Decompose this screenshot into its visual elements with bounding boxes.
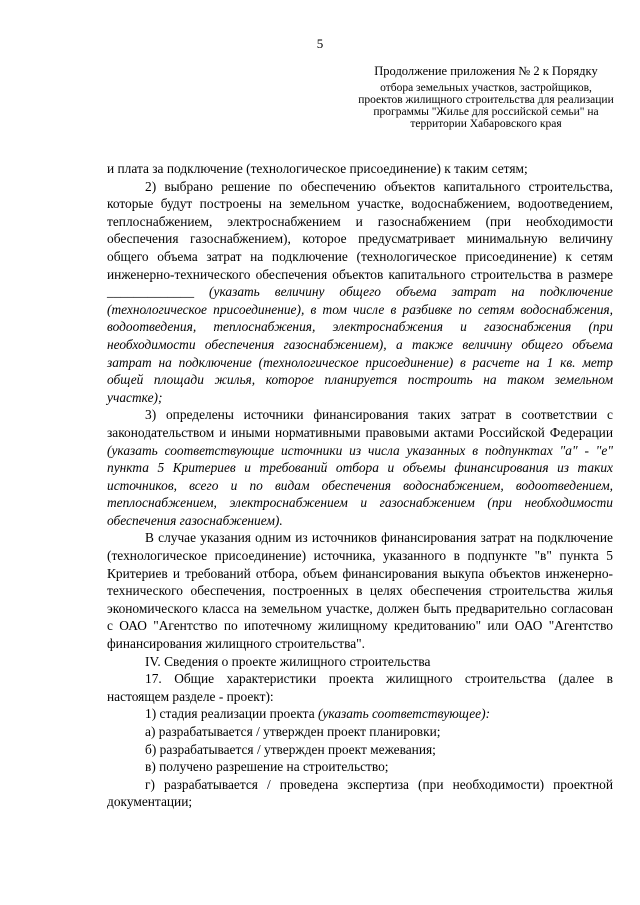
- list-item-b: б) разрабатывается / утвержден проект межевания;: [145, 741, 436, 757]
- paragraph-item-3: 3) определены источники финансирования таких затрат в соответствии с законодательством и иными нормативными правовыми актами Российской Федерации (указать соответствующие источники из числа указанных в подпунктах "а" - "е" пункта 5 Критериев и требований отбора и объемы финансирования из таких источников, всего и по видам обеспечения водоснабжением, водоотведением, теплоснабжением, электроснабжением и газоснабжением (при необходимости обеспечения газоснабжением).: [107, 407, 613, 528]
- list-item-v: в) получено разрешение на строительство;: [145, 759, 389, 775]
- appendix-subtitle: отбора земельных участков, застройщиков, проектов жилищного строительства для реализации программы "Жилье для российской семьи" на территории Хабаровского края: [358, 82, 614, 130]
- paragraph-item-17: 17. Общие характеристики проекта жилищного строительства (далее в настоящем разделе - проект):: [107, 671, 613, 704]
- paragraph-item-2: 2) выбрано решение по обеспечению объектов капитального строительства, которые будут построены на земельном участке, водоснабжением, водоотведением, теплоснабжением, электроснабжением и газоснабжением (при необходимости обеспечения газоснабжением), которое предусматривает минимальную величину общего объема затрат на подключение (технологическое присоединение) к сетям инженерно-технического обеспечения объектов капитального строительства в размере _____________ (указать величину общего объема затрат на подключение (технологическое присоединение), в том числе в разбивке по сетям водоснабжения, водоотведения, теплоснабжения, электроснабжения и газоснабжения (при необходимости обеспечения газоснабжением), а также величину общего объема затрат на подключение (технологическое присоединение) в расчете на 1 кв. метр общей площади жилья, которое планируется построить на таком земельном участке);: [107, 178, 613, 405]
- document-body: [107, 160, 613, 811]
- appendix-title: Продолжение приложения № 2 к Порядку: [374, 64, 598, 78]
- paragraph-continuation: и плата за подключение (технологическое присоединение) к таким сетям;: [107, 161, 528, 176]
- section-heading-iv: IV. Сведения о проекте жилищного строительства: [145, 653, 431, 669]
- list-item-a: а) разрабатывается / утвержден проект планировки;: [145, 724, 441, 739]
- paragraph-financing-note: В случае указания одним из источников финансирования затрат на подключение (технологическое присоединение) источника, указанного в подпункте "в" пункта 5 Критериев и требований отбора, объем финансирования выкупа объектов инженерно-технического обеспечения, построенных в целях обеспечения строительства жилья экономического класса на земельном участке, должен быть предварительно согласован с ОАО "Агентство по ипотечному жилищному кредитованию" или ОАО "Агентство финансирования жилищного строительства".: [107, 530, 613, 652]
- appendix-header: [358, 64, 614, 130]
- list-item-g: г) разрабатывается / проведена экспертиза (при необходимости) проектной документации;: [107, 776, 613, 810]
- paragraph-stage: 1) стадия реализации проекта (указать соответствующее):: [145, 706, 491, 722]
- page-number: 5: [316, 36, 324, 51]
